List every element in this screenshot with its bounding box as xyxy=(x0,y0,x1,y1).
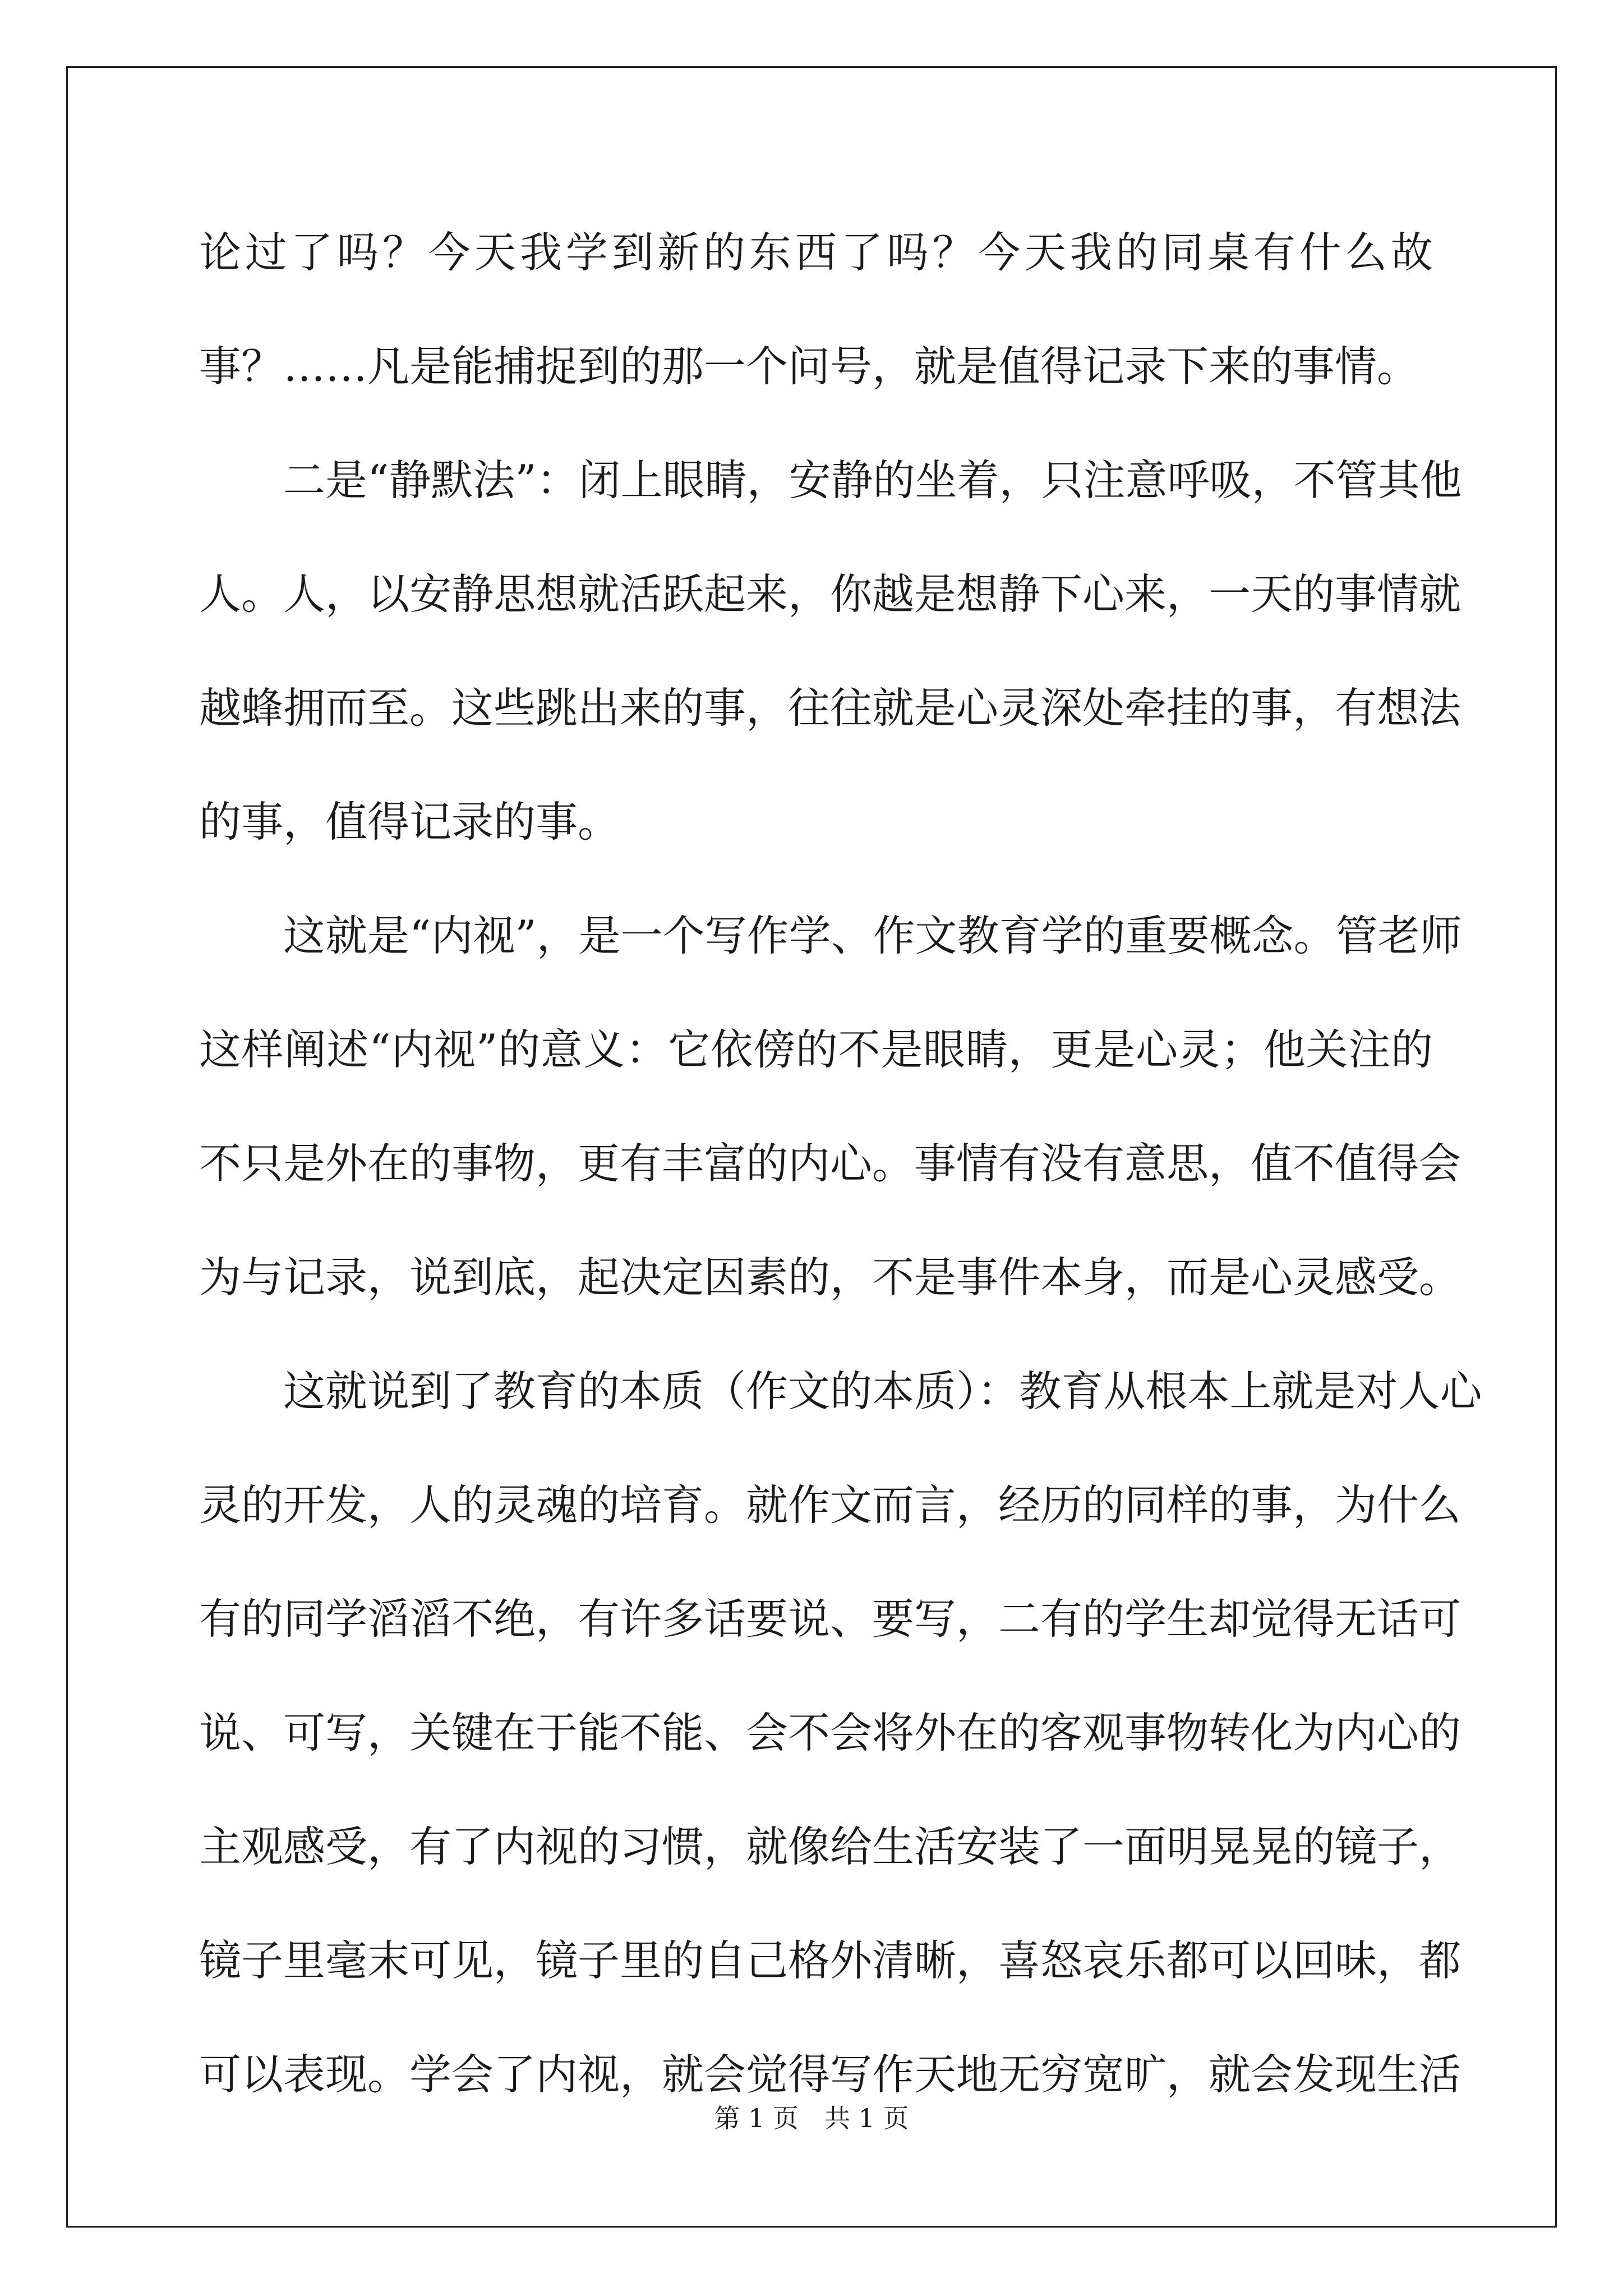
text-line: 越蜂拥而至。这些跳出来的事，往往就是心灵深处牵挂的事，有想法 xyxy=(199,683,1461,733)
text-line: 可以表现。学会了内视，就会觉得写作天地无穷宽旷，就会发现生活 xyxy=(199,2050,1461,2099)
text-line: 这就说到了教育的本质（作文的本质）：教育从根本上就是对人心 xyxy=(283,1366,1482,1416)
text-line: 有的同学滔滔不绝，有许多话要说、要写，二有的学生却觉得无话可 xyxy=(199,1594,1461,1644)
text-line: 这就是“内视”，是一个写作学、作文教育学的重要概念。管老师 xyxy=(283,911,1462,960)
text-line: 说、可写，关键在于能不能、会不会将外在的客观事物转化为内心的 xyxy=(199,1708,1461,1757)
text-line: 二是“静默法”：闭上眼睛，安静的坐着，只注意呼吸，不管其他 xyxy=(283,455,1462,505)
text-line: 这样阐述“内视”的意义：它依傍的不是眼睛，更是心灵；他关注的 xyxy=(199,1025,1433,1074)
text-line: 灵的开发，人的灵魂的培育。就作文而言，经历的同样的事，为什么 xyxy=(199,1480,1461,1530)
text-line: 不只是外在的事物，更有丰富的内心。事情有没有意思，值不值得会 xyxy=(199,1139,1461,1188)
text-line: 事？……凡是能捕捉到的那一个问号，就是值得记录下来的事情。 xyxy=(199,342,1419,391)
document-body xyxy=(199,208,1482,2143)
text-line: 镜子里毫末可见，镜子里的自己格外清晰，喜怒哀乐都可以回味，都 xyxy=(199,1936,1461,1985)
page-number-footer: 第 1 页 共 1 页 xyxy=(714,2103,909,2133)
text-line: 的事，值得记录的事。 xyxy=(199,797,620,846)
text-line: 为与记录，说到底，起决定因素的，不是事件本身，而是心灵感受。 xyxy=(199,1253,1461,1302)
text-line: 论过了吗？今天我学到新的东西了吗？今天我的同桌有什么故 xyxy=(199,228,1433,277)
text-line: 主观感受，有了内视的习惯，就像给生活安装了一面明晃晃的镜子， xyxy=(199,1822,1461,1871)
text-line: 人。人，以安静思想就活跃起来，你越是想静下心来，一天的事情就 xyxy=(199,569,1461,619)
